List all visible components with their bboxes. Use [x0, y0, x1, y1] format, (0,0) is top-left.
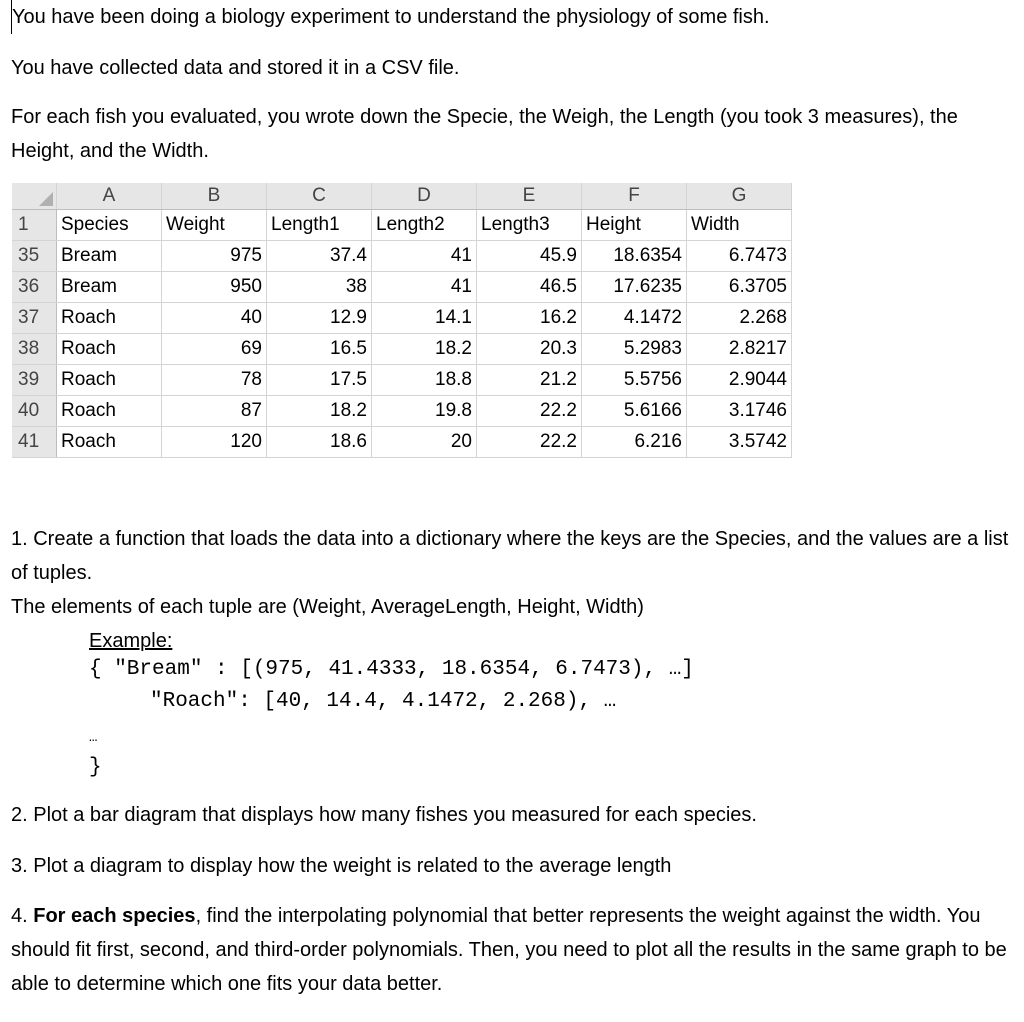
cell: Roach [57, 396, 162, 427]
column-header: G [687, 183, 792, 210]
example-label: Example: [89, 630, 173, 652]
cell: 20 [372, 427, 477, 458]
cell: Roach [57, 427, 162, 458]
cell: Roach [57, 303, 162, 334]
cell: 38 [267, 272, 372, 303]
column-header: E [477, 183, 582, 210]
cell: 41 [372, 272, 477, 303]
cell: 46.5 [477, 272, 582, 303]
task-4-rest: , find the interpolating polynomial that better represents the weight against the width. You should fit first, second, and third-order polynomials. Then, you need to plot all the results in the same graph to be able to determine which one fits your data better. [11, 905, 1007, 995]
task-4-text [11, 899, 1011, 1001]
row-number: 37 [12, 303, 57, 334]
cell: 2.9044 [687, 365, 792, 396]
header-cell: Species [57, 210, 162, 241]
code-line-3: … [89, 730, 98, 746]
column-header: D [372, 183, 477, 210]
cell: 18.6 [267, 427, 372, 458]
cell: 3.1746 [687, 396, 792, 427]
row-number: 36 [12, 272, 57, 303]
cell: 5.5756 [582, 365, 687, 396]
cell: 17.6235 [582, 272, 687, 303]
cell: 37.4 [267, 241, 372, 272]
table-row [12, 272, 792, 303]
cell: 22.2 [477, 427, 582, 458]
task-1-text: 1. Create a function that loads the data into a dictionary where the keys are the Species, and the values are a list of tuples. [11, 528, 1009, 584]
column-header: F [582, 183, 687, 210]
table-row [12, 334, 792, 365]
task-2-text: 2. Plot a bar diagram that displays how many fishes you measured for each species. [11, 804, 757, 826]
cell: 87 [162, 396, 267, 427]
cell: Roach [57, 334, 162, 365]
table-row [12, 241, 792, 272]
cell: 40 [162, 303, 267, 334]
cell: 41 [372, 241, 477, 272]
task-1-elements: The elements of each tuple are (Weight, AverageLength, Height, Width) [11, 596, 644, 618]
spreadsheet [12, 183, 792, 458]
header-cell: Width [687, 210, 792, 241]
cell: 5.6166 [582, 396, 687, 427]
task-4-bold: For each species [33, 905, 196, 927]
cell: 5.2983 [582, 334, 687, 365]
header-cell: Length3 [477, 210, 582, 241]
header-cell: Height [582, 210, 687, 241]
row-number: 40 [12, 396, 57, 427]
cell: 950 [162, 272, 267, 303]
row-number: 39 [12, 365, 57, 396]
cell: 6.216 [582, 427, 687, 458]
cell: 6.3705 [687, 272, 792, 303]
column-header-row [12, 183, 792, 210]
cell: 69 [162, 334, 267, 365]
cell: 14.1 [372, 303, 477, 334]
select-all-corner [12, 183, 57, 210]
column-header: A [57, 183, 162, 210]
cell: 16.2 [477, 303, 582, 334]
cell: 78 [162, 365, 267, 396]
cell: 6.7473 [687, 241, 792, 272]
intro-line-3: For each fish you evaluated, you wrote down the Specie, the Weigh, the Length (you took 3 measures), the Height, and the Width. [11, 106, 958, 162]
task-3-text: 3. Plot a diagram to display how the weight is related to the average length [11, 855, 672, 877]
row-number: 35 [12, 241, 57, 272]
cell: 2.268 [687, 303, 792, 334]
cell: 18.6354 [582, 241, 687, 272]
intro-line-2: You have collected data and stored it in a CSV file. [11, 57, 460, 79]
cell: 22.2 [477, 396, 582, 427]
cell: Bream [57, 272, 162, 303]
cell: 12.9 [267, 303, 372, 334]
header-cell: Length1 [267, 210, 372, 241]
cell: 2.8217 [687, 334, 792, 365]
task-4-prefix: 4. [11, 905, 34, 927]
header-cell: Length2 [372, 210, 477, 241]
intro-line-1: You have been doing a biology experiment to understand the physiology of some fish. [11, 0, 1012, 34]
cell: 45.9 [477, 241, 582, 272]
code-line-1: { "Bream" : [(975, 41.4333, 18.6354, 6.7473), …] [89, 658, 694, 681]
code-line-4: } [89, 756, 102, 779]
table-header-row [12, 210, 792, 241]
cell: 21.2 [477, 365, 582, 396]
cell: 120 [162, 427, 267, 458]
column-header: C [267, 183, 372, 210]
cell: 19.8 [372, 396, 477, 427]
header-cell: Weight [162, 210, 267, 241]
cell: 975 [162, 241, 267, 272]
row-number: 1 [12, 210, 57, 241]
cell: 3.5742 [687, 427, 792, 458]
cell: 20.3 [477, 334, 582, 365]
cell: 4.1472 [582, 303, 687, 334]
code-line-2: "Roach": [40, 14.4, 4.1472, 2.268), … [150, 690, 617, 713]
cell: 17.5 [267, 365, 372, 396]
cell: 18.8 [372, 365, 477, 396]
column-header: B [162, 183, 267, 210]
cell: 16.5 [267, 334, 372, 365]
cell: Bream [57, 241, 162, 272]
cell: Roach [57, 365, 162, 396]
table-row [12, 396, 792, 427]
cell: 18.2 [267, 396, 372, 427]
row-number: 41 [12, 427, 57, 458]
table-row [12, 365, 792, 396]
cell: 18.2 [372, 334, 477, 365]
row-number: 38 [12, 334, 57, 365]
table-row [12, 303, 792, 334]
table-row [12, 427, 792, 458]
